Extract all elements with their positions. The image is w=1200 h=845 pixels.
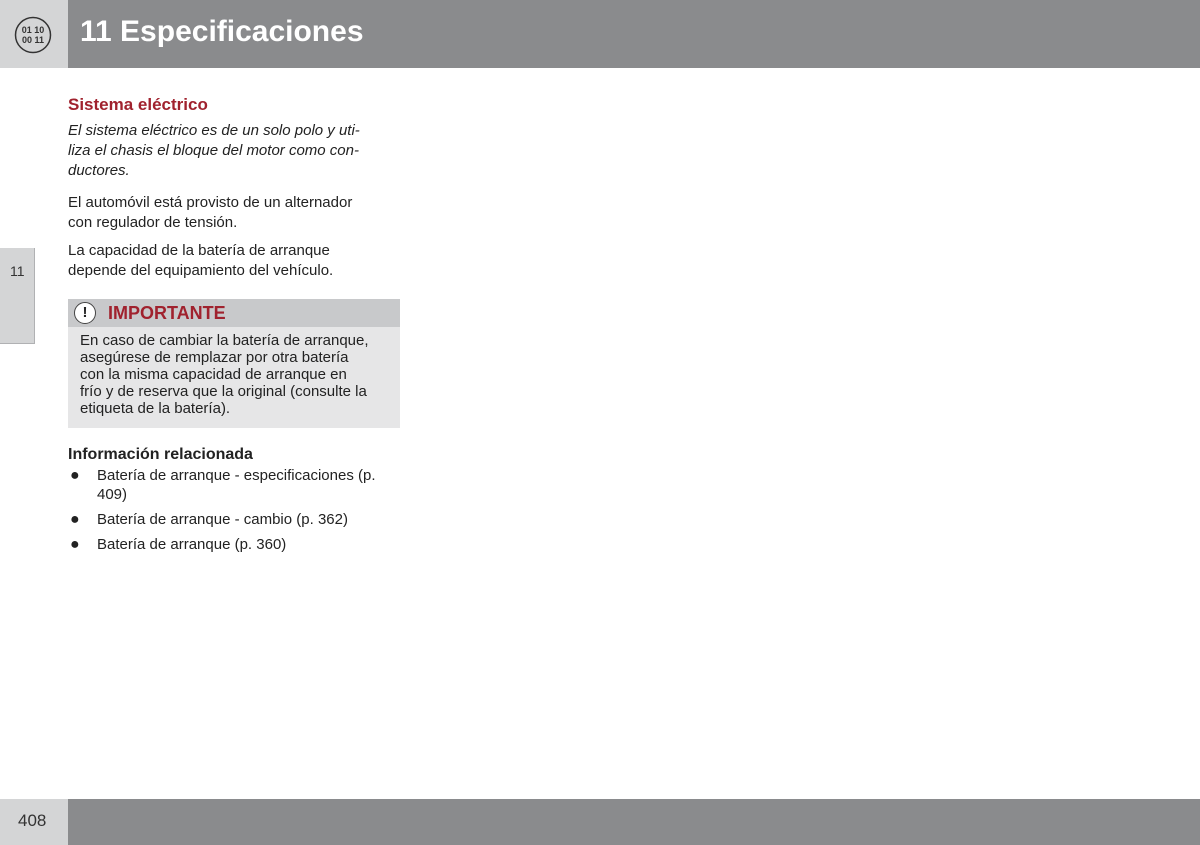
chapter-icon-text-bottom: 00 11 bbox=[21, 35, 45, 45]
paragraph-alternator bbox=[68, 193, 388, 233]
paragraph-battery-capacity bbox=[68, 241, 388, 281]
paragraph-line: con regulador de tensión. bbox=[68, 214, 238, 231]
bullet-icon: ● bbox=[70, 536, 80, 553]
intro-line: El sistema eléctrico es de un solo polo y uti- bbox=[68, 122, 360, 139]
section-intro bbox=[68, 121, 388, 181]
section-title: Sistema eléctrico bbox=[68, 95, 208, 114]
notice-line: frío y de reserva que la original (consulte la bbox=[80, 383, 367, 400]
notice-line: etiqueta de la batería). bbox=[80, 400, 231, 417]
notice-line: con la misma capacidad de arranque en bbox=[80, 366, 347, 383]
notice-line: asegúrese de remplazar por otra batería bbox=[80, 349, 349, 366]
intro-line: liza el chasis el bloque del motor como con- bbox=[68, 142, 359, 159]
chapter-icon bbox=[14, 16, 52, 54]
header-bar bbox=[68, 0, 1200, 68]
notice-line: En caso de cambiar la batería de arranque, bbox=[80, 332, 369, 349]
exclamation-icon: ! bbox=[74, 302, 96, 324]
bullet-icon: ● bbox=[70, 467, 80, 484]
footer-page-area bbox=[0, 799, 68, 845]
related-link-battery-specs[interactable] bbox=[68, 466, 400, 504]
page-title: 11 Especificaciones bbox=[80, 15, 364, 48]
chapter-tab[interactable] bbox=[0, 248, 35, 344]
related-link-text: Batería de arranque (p. 360) bbox=[97, 536, 287, 553]
header-icon-area bbox=[0, 0, 68, 68]
related-link-text: Batería de arranque - cambio (p. 362) bbox=[97, 511, 348, 528]
paragraph-line: El automóvil está provisto de un alternador bbox=[68, 194, 353, 211]
related-link-battery-change[interactable] bbox=[68, 510, 400, 529]
page-number: 408 bbox=[18, 811, 47, 830]
footer-bar bbox=[68, 799, 1200, 845]
related-info-list bbox=[68, 466, 400, 554]
important-notice bbox=[68, 299, 400, 428]
chapter-icon-text-top: 01 10 bbox=[21, 25, 45, 35]
important-notice-title: IMPORTANTE bbox=[108, 303, 226, 323]
paragraph-line: La capacidad de la batería de arranque bbox=[68, 242, 330, 259]
paragraph-line: depende del equipamiento del vehículo. bbox=[68, 262, 334, 279]
main-content bbox=[68, 95, 400, 560]
related-link-text: 409) bbox=[97, 486, 128, 503]
intro-line: ductores. bbox=[68, 162, 130, 179]
related-link-battery[interactable] bbox=[68, 535, 400, 554]
related-info-title: Información relacionada bbox=[68, 446, 253, 463]
important-notice-body bbox=[68, 327, 400, 428]
chapter-tab-label: 11 bbox=[10, 263, 25, 279]
related-link-text: Batería de arranque - especificaciones (p. bbox=[97, 467, 376, 484]
bullet-icon: ● bbox=[70, 511, 80, 528]
important-notice-header bbox=[68, 299, 400, 327]
